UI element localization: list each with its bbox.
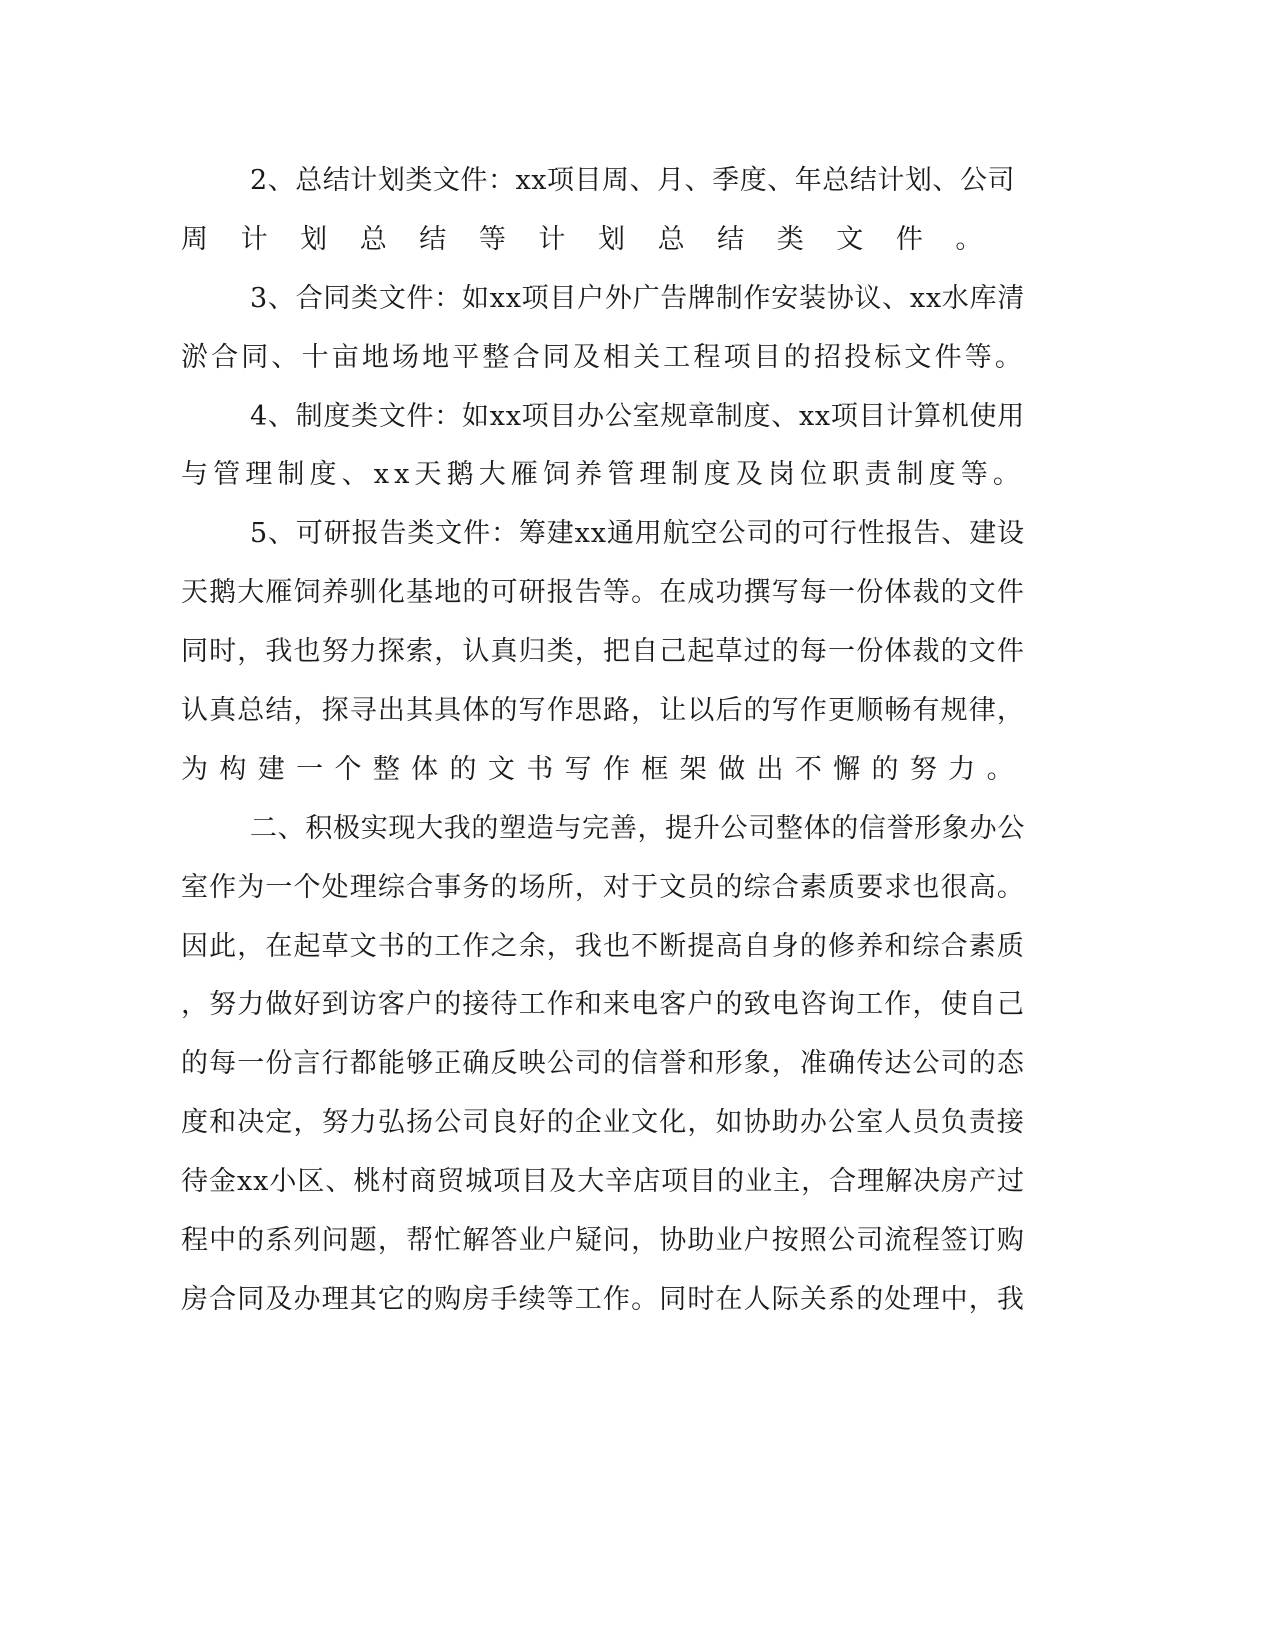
text-line: 周计划总结等计划总结类文件。 <box>181 224 1015 255</box>
text-line: 3、合同类文件：如xx项目户外广告牌制作安装协议、xx水库清 <box>250 283 1025 314</box>
text-line: 与管理制度、xx天鹅大雁饲养管理制度及岗位职责制度等。 <box>181 459 1025 490</box>
text-line: 的每一份言行都能够正确反映公司的信誉和形象，准确传达公司的态 <box>181 1048 1025 1079</box>
text-line: 待金xx小区、桃村商贸城项目及大辛店项目的业主，合理解决房产过 <box>181 1166 1025 1197</box>
text-line: 因此，在起草文书的工作之余，我也不断提高自身的修养和综合素质 <box>181 931 1025 962</box>
text-line: 天鹅大雁饲养驯化基地的可研报告等。在成功撰写每一份体裁的文件 <box>181 577 1025 608</box>
text-line: 度和决定，努力弘扬公司良好的企业文化，如协助办公室人员负责接 <box>181 1107 1025 1138</box>
text-line: 二、积极实现大我的塑造与完善，提升公司整体的信誉形象办公 <box>250 813 1026 844</box>
text-line: ，努力做好到访客户的接待工作和来电客户的致电咨询工作，使自己 <box>181 989 1025 1020</box>
text-line: 为构建一个整体的文书写作框架做出不懈的努力。 <box>181 754 1026 785</box>
text-line: 淤合同、十亩地场地平整合同及相关工程项目的招投标文件等。 <box>181 342 1026 373</box>
text-line: 同时，我也努力探索，认真归类，把自己起草过的每一份体裁的文件 <box>181 636 1025 667</box>
text-line: 房合同及办理其它的购房手续等工作。同时在人际关系的处理中，我 <box>181 1284 1025 1315</box>
text-line: 程中的系列问题，帮忙解答业户疑问，协助业户按照公司流程签订购 <box>181 1225 1025 1256</box>
text-line: 认真总结，探寻出其具体的写作思路，让以后的写作更顺畅有规律， <box>181 695 1025 726</box>
text-line: 2、总结计划类文件：xx项目周、月、季度、年总结计划、公司 <box>250 165 1016 196</box>
text-line: 室作为一个处理综合事务的场所，对于文员的综合素质要求也很高。 <box>181 872 1025 903</box>
text-line: 5、可研报告类文件：筹建xx通用航空公司的可行性报告、建设 <box>250 518 1025 549</box>
text-line: 4、制度类文件：如xx项目办公室规章制度、xx项目计算机使用 <box>250 401 1025 432</box>
